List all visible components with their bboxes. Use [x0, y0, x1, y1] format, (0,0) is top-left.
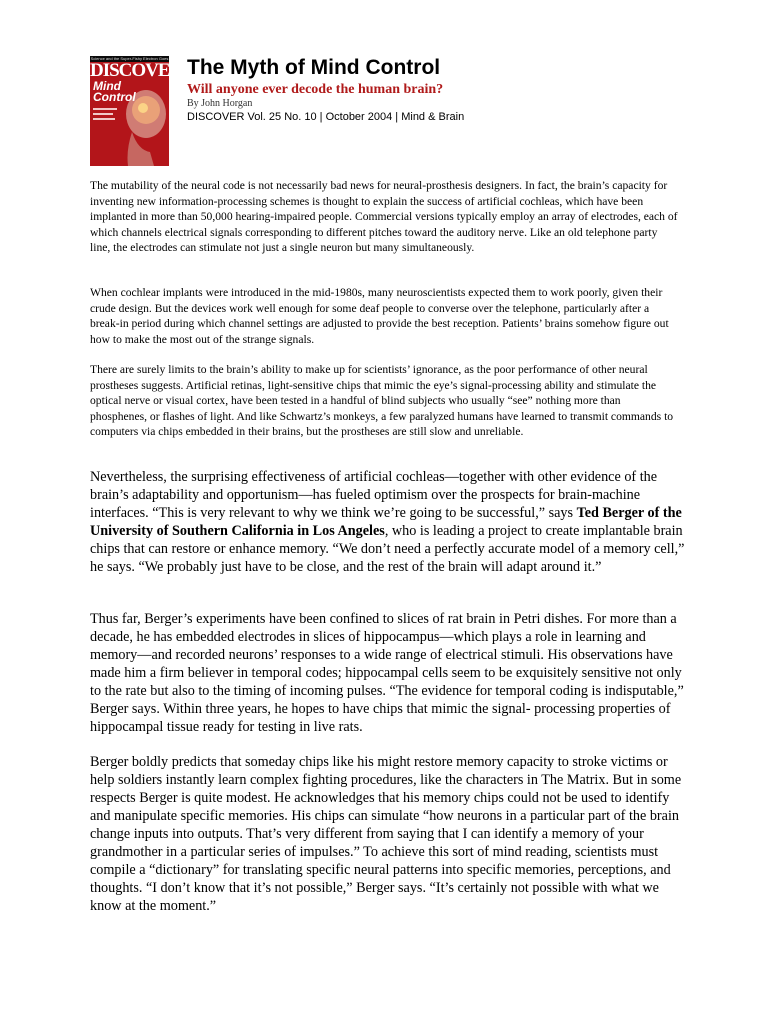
cover-headline-line1: Mind	[93, 79, 121, 93]
paragraph-4-text-a: Nevertheless, the surprising effectiveness of artificial cochleas—together with other evidence of the brain’s adaptability and opportunism—has fueled optimism over the prospects for brain-machine interfaces. “This is very relevant to why we think we’re going to be successful,” says	[90, 469, 658, 521]
magazine-cover-image	[90, 56, 183, 166]
article-title: The Myth of Mind Control	[187, 56, 441, 79]
cover-strip-text: Science and the Super-Fishy Electron Goes	[90, 56, 169, 61]
cover-text-line	[93, 118, 115, 120]
paragraph-5: Thus far, Berger’s experiments have been confined to slices of rat brain in Petri dishes. For more than a decade, he has embedded electrodes in slices of hippocampus—which plays a role in learning and memory—and recorded neurons’ responses to a wide range of electrical stimuli. His observations have made him a firm believer in temporal codes; hippocampal cells seem to be exquisitely sensitive not only to the rate but also to the timing of incoming pulses. “The evidence for temporal coding is indisputable,” Berger says. Within three years, he hopes to have chips that mimic the signal- processing properties of hippocampal tissue ready for testing in live rats.	[90, 611, 684, 735]
paragraph-3: There are surely limits to the brain’s ability to make up for scientists’ ignorance, as the poor performance of other neural prostheses suggests. Artificial retinas, light-sensitive chips that mimic the eye’s signal-processing ability and stimulate the optical nerve or visual cortex, have been tested in a handful of blind subjects who usually “see” nothing more than phosphenes, or flashes of light. And like Schwartz’s monkeys, a few paralyzed humans have learned to transmit commands to computers via chips embedded in their brains, but the prostheses are still slow and unreliable.	[90, 363, 674, 439]
paragraph-1: The mutability of the neural code is not necessarily bad news for neural-prosthesis designers. In fact, the brain’s capacity for inventing new information-processing schemes is thought to explain the success of artificial cochleas, which have been implanted in more than 50,000 hearing-impaired people. Commercial versions typically employ an array of electrodes, each of which channels electrical signals corresponding to different pitches toward the auditory nerve. Like an old telephone party line, the electrodes can stimulate not just a single neuron but many simultaneously.	[90, 179, 678, 255]
cover-text-line	[93, 113, 113, 115]
cover-masthead: DISCOVER	[90, 60, 183, 81]
paragraph-4	[90, 468, 690, 576]
article-byline: By John Horgan	[187, 98, 253, 109]
paragraph-2: When cochlear implants were introduced in the mid-1980s, many neuroscientists expected them to work poorly, given their crude design. But the devices work well enough for some deaf people to converse over the telephone, particularly after a break-in period during which channel settings are adjusted to provide the best reception. Patients’ brains somehow figure out how to make the most out of the strange signals.	[90, 286, 669, 346]
cover-headline-line2: Control	[93, 90, 136, 104]
cover-text-line	[93, 108, 117, 110]
paragraph-6: Berger boldly predicts that someday chips like his might restore memory capacity to stroke victims or help soldiers instantly learn complex fighting procedures, like the characters in The Matrix. But in some respects Berger is quite modest. He acknowledges that his memory chips could not be used to identify and manipulate specific memories. His chips can simulate “how neurons in a particular part of the brain change inputs into outputs. That’s very different from saying that I can identify a memory of your grandmother in a particular series of impulses.” To achieve this sort of mind reading, scientists must compile a “dictionary” for translating specific neural patterns into specific memories, perceptions, and thoughts. “I don’t know that it’s not possible,” Berger says. “It’s certainly not possible with what we know at the moment.”	[90, 754, 682, 914]
article-source-line: DISCOVER Vol. 25 No. 10 | October 2004 | Mind & Brain	[187, 111, 465, 123]
cover-headline	[93, 81, 136, 103]
berger-affiliation-bold: Ted Berger of the University of Southern California in Los Angeles	[90, 505, 682, 539]
article-subtitle: Will anyone ever decode the human brain?	[187, 82, 444, 97]
paragraph-4-text-b: , who is leading a project to create implantable brain chips that can restore or enhance memory. “We don’t need a perfectly accurate model of a memory cell,” he says. “We probably just have to be close, and the rest of the brain will adapt around it.”	[90, 523, 685, 575]
